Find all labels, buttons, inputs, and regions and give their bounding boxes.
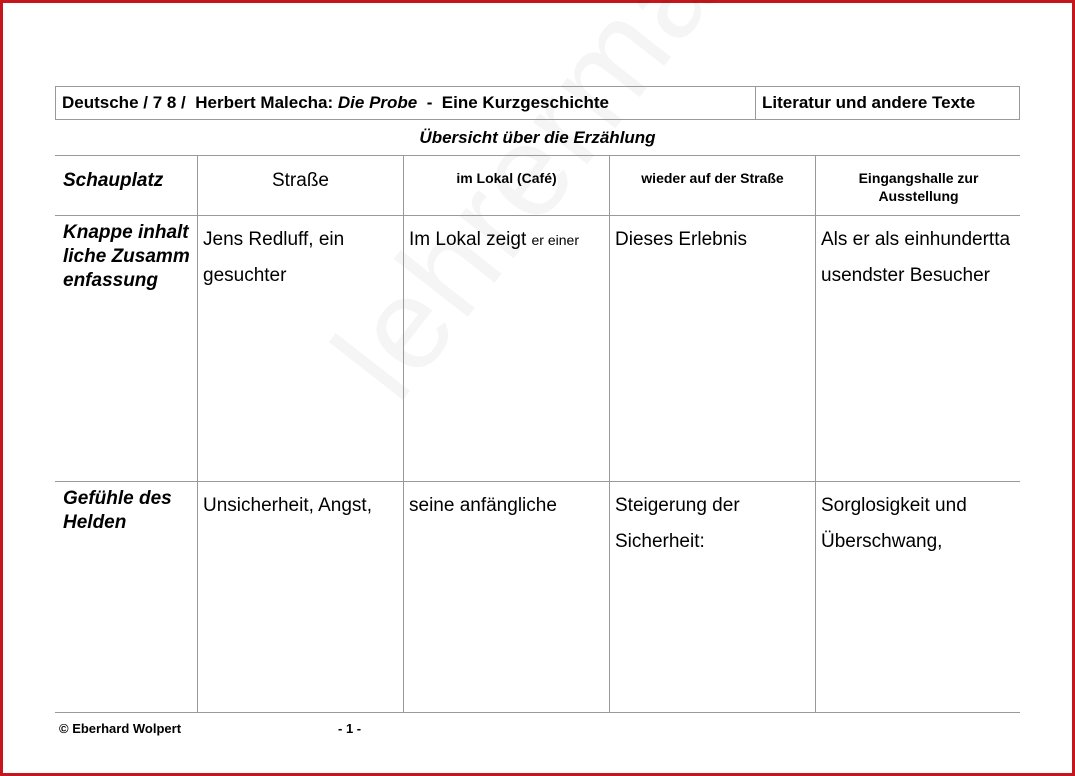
table-bottom-border: [55, 712, 1020, 713]
feelings-cell-street: Unsicherheit, Angst,: [203, 495, 372, 516]
summary-cell-exhibition-hall: Als er als einhunderttausendster Besucher: [821, 229, 1011, 286]
setting-cell-street: Straße: [271, 170, 330, 191]
row-label-summary: [58, 221, 198, 293]
header-category: Literatur und andere Texte: [762, 93, 976, 112]
table-top-border: [55, 155, 1020, 156]
header-title: [56, 87, 756, 119]
feelings-cell-street-again: Steigerung der Sicherheit:: [615, 495, 740, 552]
summary-cell-street-again: Dieses Erlebnis: [615, 229, 747, 250]
overview-title: Übersicht über die Erzählung: [419, 128, 656, 147]
table-row-divider-2: [55, 481, 1020, 482]
setting-cell-cafe: im Lokal (Café): [456, 170, 557, 186]
feelings-cell-exhibition-hall: Sorglosigkeit und Überschwang,: [821, 495, 967, 552]
watermark-logo: [303, 0, 1015, 425]
row-label-setting: Schauplatz: [63, 170, 164, 191]
footer-copyright: © Eberhard Wolpert: [59, 721, 182, 736]
summary-cell-cafe-small: er einer: [531, 232, 579, 248]
footer-page-number: - 1 -: [338, 721, 362, 736]
row-label-summary-text: Knappe inhaltliche Zusammenfassung: [63, 222, 190, 291]
header-work-title: Die Probe: [337, 93, 418, 112]
feelings-cell-cafe: seine anfängliche: [409, 495, 557, 516]
summary-cell-street: Jens Redluff, ein gesuchter: [203, 229, 345, 286]
row-label-feelings: Gefühle des Helden: [63, 488, 172, 533]
summary-cell-cafe-text: Im Lokal zeigt: [409, 229, 527, 250]
header-dash-subtitle: - Eine Kurzgeschichte: [417, 93, 610, 112]
setting-cell-exhibition-hall: Eingangshalle zur Ausstellung: [858, 170, 979, 204]
header-subject: Deutsche / 7 8 / Herbert Malecha:: [62, 93, 338, 112]
document-header: [55, 86, 1020, 120]
summary-cell-cafe: [404, 222, 609, 258]
setting-cell-street-again: wieder auf der Straße: [641, 170, 784, 186]
table-row-divider-1: [55, 215, 1020, 216]
